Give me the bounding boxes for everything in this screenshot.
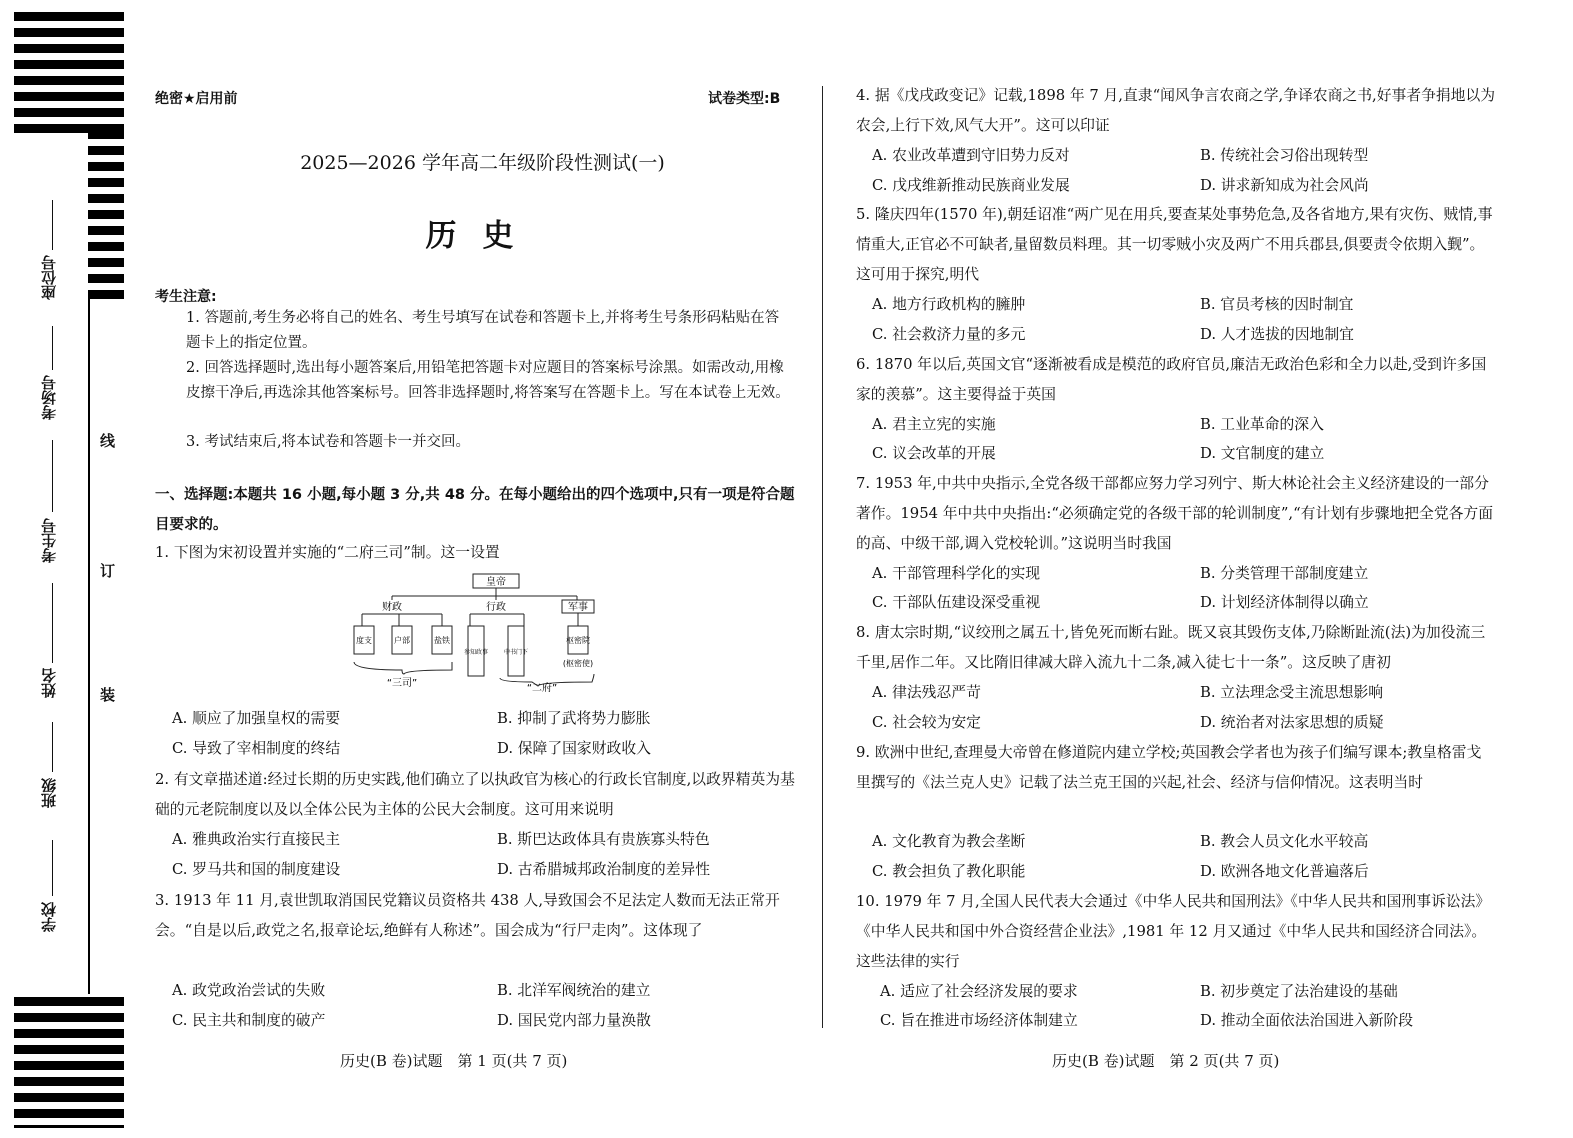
question-5-option-b: B. 官员考核的因时制宜 <box>1200 296 1354 313</box>
diagram-brace-two-offices: “二府” <box>526 683 558 692</box>
barcode-stripe <box>88 178 124 187</box>
diagram-leaf-zhongshumenxia: 中书门下 <box>503 649 529 656</box>
question-4-option-d: D. 讲求新知成为社会风尚 <box>1200 177 1369 194</box>
barcode-stripe <box>14 92 124 101</box>
question-3-option-a: A. 政党政治尝试的失败 <box>172 982 326 999</box>
class-label: 班级 <box>40 778 58 808</box>
question-9-option-d: D. 欧洲各地文化普遍落后 <box>1200 863 1369 880</box>
question-6-option-a: A. 君主立宪的实施 <box>872 416 996 433</box>
question-10-option-b: B. 初步奠定了法治建设的基础 <box>1200 983 1398 1000</box>
question-1-option-a: A. 顺应了加强皇权的需要 <box>172 710 341 727</box>
question-4-option-a: A. 农业改革遭到守旧势力反对 <box>872 147 1070 164</box>
question-2-option-b: B. 斯巴达政体具有贵族寡头特色 <box>497 831 710 848</box>
page-divider <box>822 86 823 1028</box>
footer-page-2: 历史(B 卷)试题 第 2 页(共 7 页) <box>1052 1052 1280 1070</box>
barcode-stripe <box>14 1061 124 1070</box>
room-number-label: 考场号 <box>40 375 58 420</box>
notice-item: 1. 答题前,考生务必将自己的姓名、考生号填写在试卷和答题卡上,并将考生号条形码粘贴在答题卡上的指定位置。 <box>186 310 780 351</box>
question-1-option-c: C. 导致了宰相制度的终结 <box>172 740 341 757</box>
question-7-option-b: B. 分类管理干部制度建立 <box>1200 565 1369 582</box>
barcode-stripe <box>14 1045 124 1054</box>
seat-number-line <box>52 200 53 250</box>
question-10-stem: 10. 1979 年 7 月,全国人民代表大会通过《中华人民共和国刑法》《中华人民共和国刑事诉讼法》《中华人民共和国中外合资经营企业法》,1981 年 12 月又通过《中华人民共和国经济合同法》。这些法律的实行 <box>856 893 1491 970</box>
diagram-label-military: 军事 <box>568 602 588 613</box>
question-8-option-c: C. 社会较为安定 <box>872 714 981 731</box>
barcode-stripe <box>88 258 124 267</box>
question-4-option-c: C. 戊戌维新推动民族商业发展 <box>872 177 1070 194</box>
barcode-stripe <box>14 1077 124 1086</box>
room-number-line <box>52 326 53 370</box>
diagram-label-finance: 财政 <box>382 602 402 613</box>
footer-page-1: 历史(B 卷)试题 第 1 页(共 7 页) <box>340 1052 568 1070</box>
question-7-stem: 7. 1953 年,中共中央指示,全党各级干部都应努力学习列宁、斯大林论社会主义经济建设的一部分著作。1954 年中共中央指出:“必须确定党的各级干部的轮训制度”,“有计划有步骤地把全党各方面的高、中级干部,调入党校轮训。”这说明当时我国 <box>856 475 1494 552</box>
question-8-option-b: B. 立法理念受主流思想影响 <box>1200 684 1384 701</box>
barcode-stripe <box>14 1029 124 1038</box>
barcode-stripe <box>14 76 124 85</box>
question-8-option-d: D. 统治者对法家思想的质疑 <box>1200 714 1384 731</box>
question-5-option-c: C. 社会救济力量的多元 <box>872 326 1026 343</box>
diagram-leaf-hubu: 户部 <box>394 636 410 645</box>
class-line <box>52 722 53 772</box>
question-3-option-c: C. 民主共和制度的破产 <box>172 1012 326 1029</box>
binding-char-zhuang: 装 <box>100 686 116 704</box>
question-3-option-d: D. 国民党内部力量涣散 <box>497 1012 651 1029</box>
barcode-stripe <box>88 162 124 171</box>
seat-number-label: 座位号 <box>40 255 58 300</box>
question-6-option-b: B. 工业革命的深入 <box>1200 416 1324 433</box>
question-6-option-c: C. 议会改革的开展 <box>872 445 996 462</box>
barcode-stripe <box>14 1125 124 1128</box>
diagram-leaf-shumiyuan: 枢密院 <box>566 636 590 645</box>
binding-char-xian: 线 <box>100 432 116 450</box>
question-7-option-a: A. 干部管理科学化的实现 <box>872 565 1041 582</box>
barcode-stripe <box>14 1093 124 1102</box>
school-label: 学校 <box>40 902 58 932</box>
question-2-stem: 2. 有文章描述道:经过长期的历史实践,他们确立了以执政官为核心的行政长官制度,以政界精英为基础的元老院制度以及以全体公民为主体的公民大会制度。这可用来说明 <box>155 771 795 818</box>
question-10-option-d: D. 推动全面依法治国进入新阶段 <box>1200 1012 1414 1029</box>
barcode-stripe <box>88 274 124 283</box>
two-offices-three-divisions-diagram <box>352 570 614 692</box>
question-2-option-d: D. 古希腊城邦政治制度的差异性 <box>497 861 711 878</box>
question-1-stem: 1. 下图为宋初设置并实施的“二府三司”制。这一设置 <box>155 544 500 561</box>
notice-title: 考生注意: <box>155 289 217 305</box>
barcode-stripe <box>88 146 124 155</box>
barcode-stripe <box>88 130 124 139</box>
question-1-option-d: D. 保障了国家财政收入 <box>497 740 651 757</box>
question-1-option-b: B. 抑制了武将势力膨胀 <box>497 710 651 727</box>
barcode-stripe <box>88 242 124 251</box>
question-5-stem: 5. 隆庆四年(1570 年),朝廷诏准“两广见在用兵,要查某处事势危急,及各省地方,果有灾伤、贼情,事情重大,正官必不可缺者,量留数员料理。其一切零贼小灾及两广不用兵郡县,俱要责令依期入觐”。这可用于探究,明代 <box>856 206 1493 283</box>
question-2-option-a: A. 雅典政治实行直接民主 <box>172 831 341 848</box>
question-8-option-a: A. 律法残忍严苛 <box>872 684 981 701</box>
barcode-stripe <box>14 44 124 53</box>
question-9-option-a: A. 文化教育为教会垄断 <box>872 833 1026 850</box>
barcode-stripe <box>88 194 124 203</box>
question-10-option-a: A. 适应了社会经济发展的要求 <box>880 983 1078 1000</box>
candidate-number-label: 考生号 <box>40 518 58 563</box>
question-3-option-b: B. 北洋军阀统治的建立 <box>497 982 651 999</box>
question-9-option-c: C. 教会担负了教化职能 <box>872 863 1026 880</box>
barcode-stripe <box>88 226 124 235</box>
question-8-stem: 8. 唐太宗时期,“议绞刑之属五十,皆免死而断右趾。既又哀其毁伤支体,乃除断趾流(法)为加役流三千里,居作二年。又比隋旧律减大辟入流九十二条,减入徒七十一条”。这反映了唐初 <box>856 624 1486 671</box>
barcode-stripe <box>14 1109 124 1118</box>
diagram-label-administration: 行政 <box>486 602 506 613</box>
barcode-stripe <box>14 997 124 1006</box>
question-4-stem: 4. 据《戊戌政变记》记载,1898 年 7 月,直隶“闻风争言农商之学,争译农商之书,好事者争捐地以为农会,上行下效,风气大开”。这可以印证 <box>856 87 1496 134</box>
question-5-option-a: A. 地方行政机构的臃肿 <box>872 296 1026 313</box>
exam-title: 2025—2026 学年高二年级阶段性测试(一) <box>300 152 665 174</box>
question-2-option-c: C. 罗马共和国的制度建设 <box>172 861 341 878</box>
diagram-leaf-canzhizhengshi: 参知政事 <box>463 649 489 656</box>
question-3-stem: 3. 1913 年 11 月,袁世凯取消国民党籍议员资格共 438 人,导致国会不足法定人数而无法正常开会。“自是以后,政党之名,报章论坛,绝鲜有人称述”。国会成为“行尸走肉”。这体现了 <box>155 892 780 939</box>
question-7-option-c: C. 干部队伍建设深受重视 <box>872 594 1041 611</box>
binding-char-ding: 订 <box>100 562 116 580</box>
question-6-stem: 6. 1870 年以后,英国文官“逐渐被看成是模范的政府官员,廉洁无政治色彩和全力以赴,受到许多国家的羡慕”。这主要得益于英国 <box>856 356 1487 403</box>
question-9-stem: 9. 欧洲中世纪,查理曼大帝曾在修道院内建立学校;英国教会学者也为孩子们编写课本;教皇格雷戈里撰写的《法兰克人史》记载了法兰克王国的兴起,社会、经济与信仰情况。这表明当时 <box>856 744 1482 791</box>
notice-item: 2. 回答选择题时,选出每小题答案后,用铅笔把答题卡对应题目的答案标号涂黑。如需改动,用橡皮擦干净后,再选涂其他答案标号。回答非选择题时,将答案写在答题卡上。写在本试卷上无效。 <box>186 360 790 401</box>
diagram-leaf-duzhi: 度支 <box>356 636 372 645</box>
name-label: 姓名 <box>40 668 58 698</box>
barcode-stripe <box>14 108 124 117</box>
barcode-stripe <box>14 1013 124 1022</box>
barcode-stripe <box>88 210 124 219</box>
question-9-option-b: B. 教会人员文化水平较高 <box>1200 833 1369 850</box>
barcode-stripe <box>14 12 124 21</box>
question-5-option-d: D. 人才选拔的因地制宜 <box>1200 326 1354 343</box>
barcode-stripe <box>88 294 90 994</box>
notice-item: 3. 考试结束后,将本试卷和答题卡一并交回。 <box>186 434 471 450</box>
section-heading: 一、选择题:本题共 16 小题,每小题 3 分,共 48 分。在每小题给出的四个选项中,只有一项是符合题目要求的。 <box>155 487 795 533</box>
question-4-option-b: B. 传统社会习俗出现转型 <box>1200 147 1369 164</box>
paper-type: 试卷类型:B <box>708 91 781 107</box>
diagram-leaf-yantie: 盐铁 <box>434 636 450 645</box>
question-10-option-c: C. 旨在推进市场经济体制建立 <box>880 1012 1078 1029</box>
candidate-number-line <box>52 440 53 512</box>
subject-title: 历史 <box>425 218 540 254</box>
question-7-option-d: D. 计划经济体制得以确立 <box>1200 594 1369 611</box>
diagram-label-emperor: 皇帝 <box>486 577 506 588</box>
name-line <box>52 583 53 663</box>
barcode-stripe <box>88 290 124 299</box>
barcode-stripe <box>14 28 124 37</box>
barcode-stripe <box>14 60 124 69</box>
diagram-brace-three-divisions: “三司” <box>386 678 418 689</box>
confidential-mark: 绝密★启用前 <box>155 91 238 107</box>
school-line <box>52 840 53 896</box>
diagram-leaf-note: (枢密使) <box>562 659 594 668</box>
question-6-option-d: D. 文官制度的建立 <box>1200 445 1325 462</box>
